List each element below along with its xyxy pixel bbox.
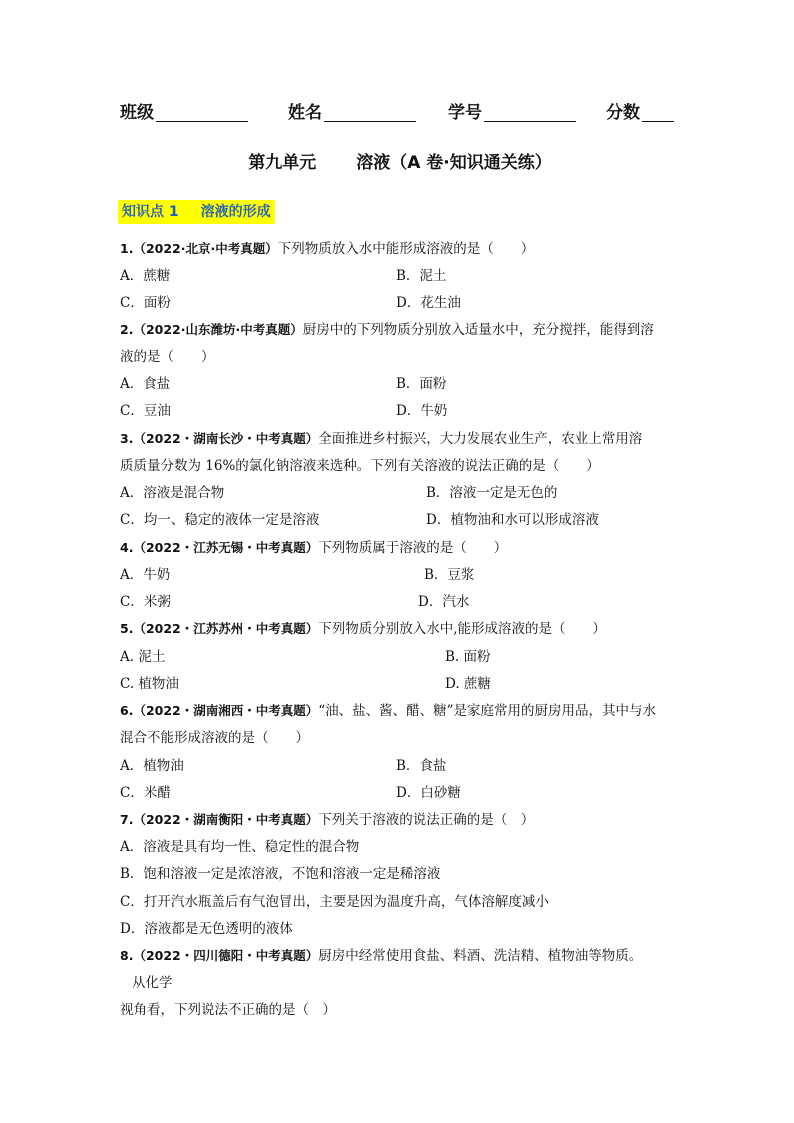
question-stem: “油、盐、酱、醋、糖”是家庭常用的厨房用品，其中与水 [318, 703, 657, 719]
section-name: 溶液的形成 [200, 204, 271, 220]
option-a[interactable]: A．牛奶 [120, 567, 171, 583]
question-source: （2022・四川德阳・中考真题） [133, 948, 319, 963]
option-d[interactable]: D．白砂糖 [396, 785, 461, 801]
option-d[interactable]: D．溶液都是无色透明的液体 [120, 921, 293, 937]
option-c[interactable]: C. 植物油 [120, 676, 179, 692]
name-label: 姓名 [288, 103, 322, 123]
question-1: 1.（2022·北京·中考真题）下列物质放入水中能形成溶液的是（ ） [120, 241, 535, 257]
score-label: 分数 [606, 103, 640, 123]
question-stem: 全面推进乡村振兴，大力发展农业生产，农业上常用溶 [318, 431, 643, 447]
option-a[interactable]: A．溶液是具有均一性、稳定性的混合物 [120, 839, 360, 855]
option-d[interactable]: D．牛奶 [396, 403, 448, 419]
option-b[interactable]: B．饱和溶液一定是浓溶液，不饱和溶液一定是稀溶液 [120, 866, 441, 882]
question-3-continued: 质质量分数为 16%的氯化钠溶液来选种。下列有关溶液的说法正确的是（ ） [120, 458, 600, 474]
score-field[interactable] [606, 98, 674, 123]
topic-title: 溶液（A 卷·知识通关练） [356, 153, 552, 173]
student-info-row [120, 98, 680, 126]
section-label: 知识点 1 [122, 204, 179, 220]
option-b[interactable]: B．豆浆 [424, 567, 475, 583]
question-source: （2022·北京·中考真题） [133, 241, 278, 256]
option-b[interactable]: B．食盐 [396, 758, 447, 774]
option-b[interactable]: B．泥土 [396, 268, 447, 284]
student-id-blank[interactable] [484, 103, 576, 122]
question-stem: 下列物质属于溶液的是（ ） [318, 540, 508, 556]
option-d[interactable]: D．汽水 [418, 594, 470, 610]
question-3: 3.（2022・湖南长沙・中考真题）全面推进乡村振兴，大力发展农业生产，农业上常用溶 [120, 431, 643, 447]
question-8-continued: 从化学 [132, 975, 173, 991]
option-a[interactable]: A. 泥土 [120, 649, 166, 665]
question-2: 2.（2022·山东潍坊·中考真题）厨房中的下列物质分别放入适量水中，充分搅拌，能得到溶 [120, 322, 654, 338]
question-source: （2022・江苏无锡・中考真题） [133, 540, 319, 555]
question-source: （2022・湖南长沙・中考真题） [133, 431, 319, 446]
option-a[interactable]: A．食盐 [120, 376, 171, 392]
option-c[interactable]: C．打开汽水瓶盖后有气泡冒出，主要是因为温度升高，气体溶解度减小 [120, 894, 549, 910]
question-5: 5.（2022・江苏苏州・中考真题）下列物质分别放入水中,能形成溶液的是（ ） [120, 621, 607, 637]
question-stem: 下列物质放入水中能形成溶液的是（ ） [277, 241, 535, 257]
question-8-continued-2: 视角看，下列说法不正确的是（ ） [120, 1002, 336, 1018]
section-heading [118, 200, 275, 224]
question-stem: 下列关于溶液的说法正确的是（ ） [318, 812, 535, 828]
option-c[interactable]: C．豆油 [120, 403, 171, 419]
option-c[interactable]: C．米粥 [120, 594, 171, 610]
question-stem: 厨房中的下列物质分别放入适量水中，充分搅拌，能得到溶 [302, 322, 654, 338]
option-c[interactable]: C．米醋 [120, 785, 171, 801]
question-source: （2022・江苏苏州・中考真题） [133, 621, 319, 636]
option-c[interactable]: C．均一、稳定的液体一定是溶液 [120, 512, 320, 528]
question-6-continued: 混合不能形成溶液的是（ ） [120, 730, 309, 746]
class-label: 班级 [120, 103, 154, 123]
option-d[interactable]: D．花生油 [396, 295, 461, 311]
question-source: （2022・湖南衡阳・中考真题） [133, 812, 319, 827]
question-6: 6.（2022・湖南湘西・中考真题）“油、盐、酱、醋、糖”是家庭常用的厨房用品，其中与水 [120, 703, 657, 719]
option-d[interactable]: D．植物油和水可以形成溶液 [426, 512, 599, 528]
name-field[interactable] [288, 98, 416, 123]
option-a[interactable]: A．植物油 [120, 758, 184, 774]
class-field[interactable] [120, 98, 248, 123]
option-b[interactable]: B．溶液一定是无色的 [426, 485, 558, 501]
option-d[interactable]: D. 蔗糖 [445, 676, 491, 692]
question-2-continued: 液的是（ ） [120, 349, 215, 365]
option-c[interactable]: C．面粉 [120, 295, 171, 311]
student-id-field[interactable] [448, 98, 576, 123]
option-b[interactable]: B．面粉 [396, 376, 447, 392]
unit-title: 第九单元 [248, 153, 317, 173]
question-stem: 下列物质分别放入水中,能形成溶液的是（ ） [318, 621, 607, 637]
question-source: （2022·山东潍坊·中考真题） [133, 322, 303, 337]
score-blank[interactable] [642, 103, 674, 122]
page-title [120, 148, 680, 173]
name-blank[interactable] [324, 103, 416, 122]
question-7: 7.（2022・湖南衡阳・中考真题）下列关于溶液的说法正确的是（ ） [120, 812, 535, 828]
question-stem: 厨房中经常使用食盐、料酒、洗洁精、植物油等物质。 [318, 948, 643, 964]
class-blank[interactable] [156, 103, 248, 122]
option-a[interactable]: A．蔗糖 [120, 268, 171, 284]
option-a[interactable]: A．溶液是混合物 [120, 485, 225, 501]
student-id-label: 学号 [448, 103, 482, 123]
question-8: 8.（2022・四川德阳・中考真题）厨房中经常使用食盐、料酒、洗洁精、植物油等物质。 [120, 948, 643, 964]
option-b[interactable]: B. 面粉 [445, 649, 491, 665]
question-source: （2022・湖南湘西・中考真题） [133, 703, 319, 718]
question-4: 4.（2022・江苏无锡・中考真题）下列物质属于溶液的是（ ） [120, 540, 508, 556]
